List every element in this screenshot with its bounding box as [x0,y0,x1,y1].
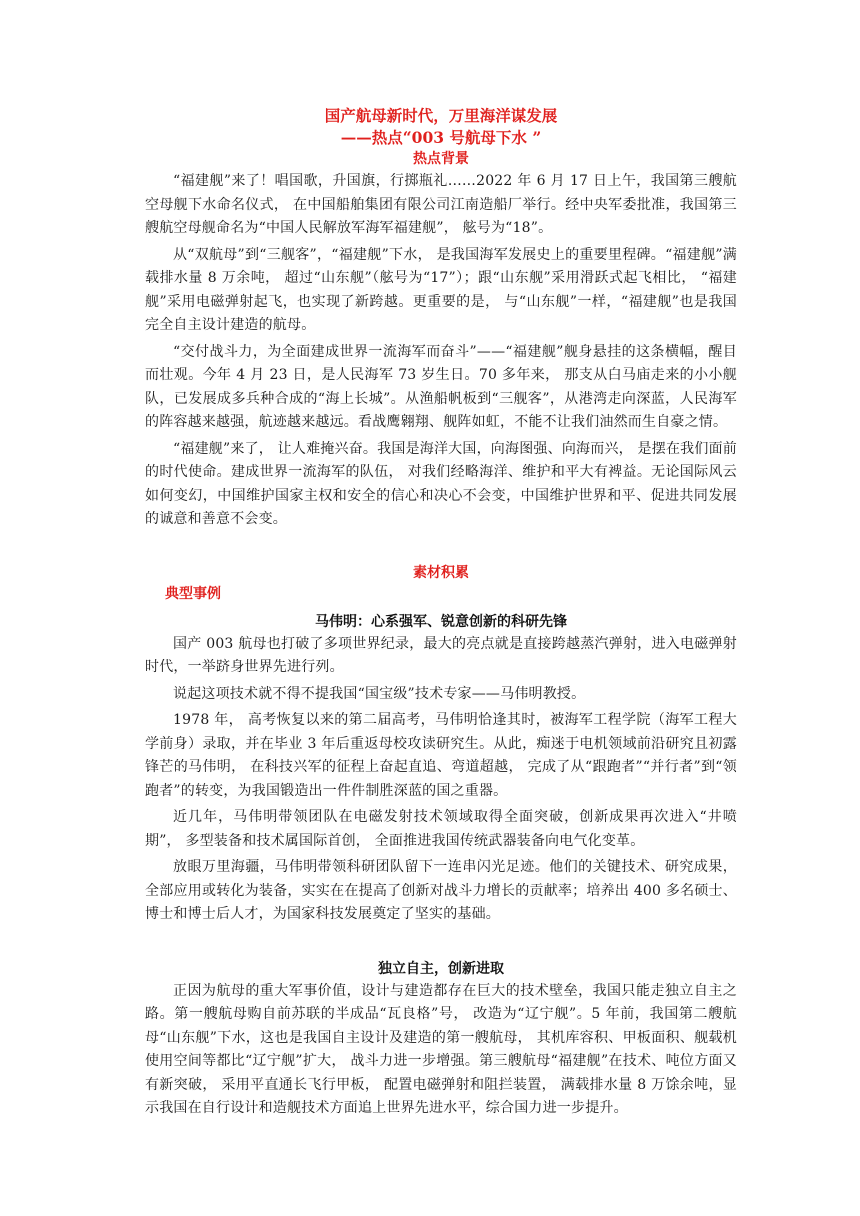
typical-examples-heading: 典型事例 [165,585,221,602]
material-heading: 素材积累 [413,564,469,581]
story-paragraph: 正因为航母的重大军事价值，设计与建造都存在巨大的技术壁垒，我国只能走独立自主之路。第一艘航母购自前苏联的半成品“瓦良格”号， 改造为“辽宁舰”。5 年前，我国第二艘航母“山东舰”下水，这也是我国自主设计及建造的第一艘航母， 其机库容积、甲板面积、舰载机使用空间等都比“辽宁舰”扩大， 战斗力进一步增强。第三艘航母“福建舰”在技术、吨位方面又有新突破， 采用平直通长飞行甲板， 配置电磁弹射和阻拦装置， 满载排水量 8 万馀余吨，显示我国在自行设计和造舰技术方面追上世界先进水平，综合国力进一步提升。 [145,982,737,1116]
spacer [145,930,737,958]
story-paragraph: 说起这项技术就不得不提我国“国宝级”技术专家——马伟明教授。 [173,685,586,702]
document-title: 国产航母新时代，万里海洋谋发展 [324,106,558,125]
background-heading: 热点背景 [413,151,469,167]
document-subtitle: ——热点“003 号航母下水 ” [340,128,542,147]
story-heading: 马伟明：心系强军、锐意创新的科研先锋 [315,613,567,630]
background-paragraph: 从“双航母”到“三舰客”，“福建舰”下水， 是我国海军发展史上的重要里程碑。“福建舰”满载排水量 8 万余吨， 超过“山东舰”（舷号为“17”）；跟“山东舰”采用滑跃式起飞相比， “福建舰”采用电磁弹射起飞，也实现了新跨越。更重要的是， 与“山东舰”一样，“福建舰”也是我国完全自主设计建造的航母。 [145,246,737,333]
story-paragraph: 近几年，马伟明带领团队在电磁发射技术领域取得全面突破，创新成果再次进入“井喷期”， 多型装备和技术属国际首创， 全面推进我国传统武器装备向电气化变革。 [145,809,737,849]
story-paragraph: 国产 003 航母也打破了多项世界纪录，最大的亮点就是直接跨越蒸汽弹射，进入电磁弹射时代，一举跻身世界先进行列。 [145,635,737,675]
story-heading: 独立自主，创新进取 [378,960,504,977]
document-body [145,105,737,1124]
story-paragraph: 放眼万里海疆，马伟明带领科研团队留下一连串闪光足迹。他们的关键技术、研究成果，全部应用或转化为装备，实实在在提高了创新对战斗力增长的贡献率；培养出 400 多名硕士、博士和博士后人才，为国家科技发展奠定了坚实的基础。 [145,859,737,922]
background-paragraph: “福建舰”来了！唱国歌，升国旗，行掷瓶礼……2022 年 6 月 17 日上午，我国第三艘航空母舰下水命名仪式， 在中国船舶集团有限公司江南造船厂举行。经中央军委批准，我国第三艘航空母舰命名为“中国人民解放军海军福建舰”， 舷号为“18”。 [145,173,737,236]
spacer [145,535,737,563]
story-paragraph: 1978 年， 高考恢复以来的第二届高考，马伟明恰逢其时，被海军工程学院（海军工程大学前身）录取，并在毕业 3 年后重返母校攻读研究生。从此，痴迷于电机领域前沿研究且初露锋芒的马伟明， 在科技兴军的征程上奋起直追、弯道超越， 完成了从“跟跑者”“并行者”到“领跑者”的转变，为我国锻造出一件件制胜深蓝的国之重器。 [145,712,737,799]
background-paragraph: “交付战斗力，为全面建成世界一流海军而奋斗”——“福建舰”舰身悬挂的这条横幅，醒目而壮观。今年 4 月 23 日，是人民海军 73 岁生日。70 多年来， 那支从白马庙走来的小小舰队，已发展成多兵种合成的“海上长城”。从渔船帆板到“三舰客”，从港湾走向深蓝，人民海军的阵容越来越强，航迹越来越远。看战鹰翱翔、舰阵如虹，不能不让我们油然而生自豪之情。 [145,343,737,430]
background-paragraph: “福建舰”来了， 让人难掩兴奋。我国是海洋大国，向海图强、向海而兴， 是摆在我们面前的时代使命。建成世界一流海军的队伍， 对我们经略海洋、维护和平大有裨益。无论国际风云如何变幻，中国维护国家主权和安全的信心和决心不会变，中国维护世界和平、促进共同发展的诚意和善意不会变。 [145,440,737,527]
